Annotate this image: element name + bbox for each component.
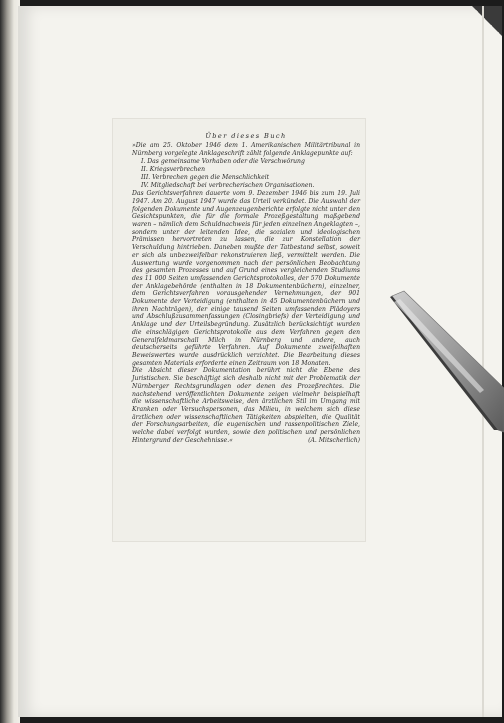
body-text (132, 142, 360, 444)
list-item: II. Kriegsverbrechen (141, 166, 205, 174)
list-item: I. Das gemeinsame Vorhaben oder die Verschwörung (141, 158, 305, 166)
page-title: Über dieses Buch (205, 132, 287, 140)
paragraph-intent-text: Die Absicht dieser Dokumentation berührt nicht die Ebene des Juristischen. Sie beschäftigt sich deshalb nicht mit der Problematik der Nürnberger Rechtsgrundlagen oder denen des Prozeßrechtes. Die nachstehend veröffentlichten Dokumente zeigen vielmehr beispielhaft die wissenschaftliche Arbeitsweise, den ärztlichen Stil im Umgang mit Kranken oder Versuchspersonen, das Milieu, in welchem sich diese ärztlichen oder wissenschaftlichen Tätigkeiten abspielten, die Qualität der Forschungsarbeiten, die eugenischen und rassenpolitischen Ziele, welche dabei verfolgt wurden, sowie den politischen und persönlichen Hintergrund der Geschehnisse.« (132, 367, 360, 444)
list-item: IV. Mitgliedschaft bei verbrecherischen Organisationen. (141, 181, 315, 189)
charges-list (132, 158, 360, 189)
page-edge (482, 6, 484, 717)
signature: (A. Mitscherlich) (308, 436, 360, 444)
list-item: III. Verbrechen gegen die Menschlichkeit (141, 173, 270, 181)
book-binding (0, 0, 20, 723)
paragraph-intent (132, 367, 360, 444)
paragraph-procedure: Das Gerichtsverfahren dauerte vom 9. Dezember 1946 bis zum 19. Juli 1947. Am 20. August 1947 wurde das Urteil verkündet. Die Auswahl der folgenden Dokumente und Augenzeugenberichte erfolgte nicht unter den Gesichtspunkten, die für die formale Prozeßgestaltung maßgebend waren – nämlich dem Schuldnachweis für jeden einzelnen Angeklagten –, sondern unter der leitenden Idee, die sozialen und ideologischen Prämissen hervortreten zu lassen, die zur Konstellation der Verschuldung hintrieben. Daneben mußte der Tatbestand selbst, soweit er sich als unbezweifelbar rekonstruieren ließ, vermittelt werden. Die Auswertung wurde vorgenommen nach der persönlichen Beobachtung des gesamten Prozesses und auf Grund eines vergleichenden Studiums des 11 000 Seiten umfassenden Gerichtsprotokolles, der 570 Dokumente der Anklagebehörde (enthalten in 18 Dokumentenbüchern), einzelner, dem Gerichtsverfahren vorausgehender Vernehmungen, der 901 Dokumente der Verteidigung (enthalten in 45 Dokumentenbüchern und ihren Nachträgen), der einige tausend Seiten umfassenden Plädoyers und Abschlußzusammenfassungen (Closingbriefs) der Verteidigung und Anklage und der Urteilsbegründung. Zusätzlich berücksichtigt wurden die einschlägigen Gerichtsprotokolle aus dem Verfahren gegen den Generalfeldmarschall Milch in Nürnberg und andere, auch deutscherseits geführte Verfahren. Auf Dokumente zweifelhaften Beweiswertes wurde ausdrücklich verzichtet. Die Bearbeitung dieses gesamten Materials erforderte einen Zeitraum von 18 Monaten. (132, 190, 360, 367)
page-corner-shadow (472, 6, 502, 36)
intro-paragraph: »Die am 25. Oktober 1946 dem 1. Amerikanischen Militärtribunal in Nürnberg vorgelegte Anklageschrift zählt folgende Anklagepunkte auf: (132, 142, 360, 157)
